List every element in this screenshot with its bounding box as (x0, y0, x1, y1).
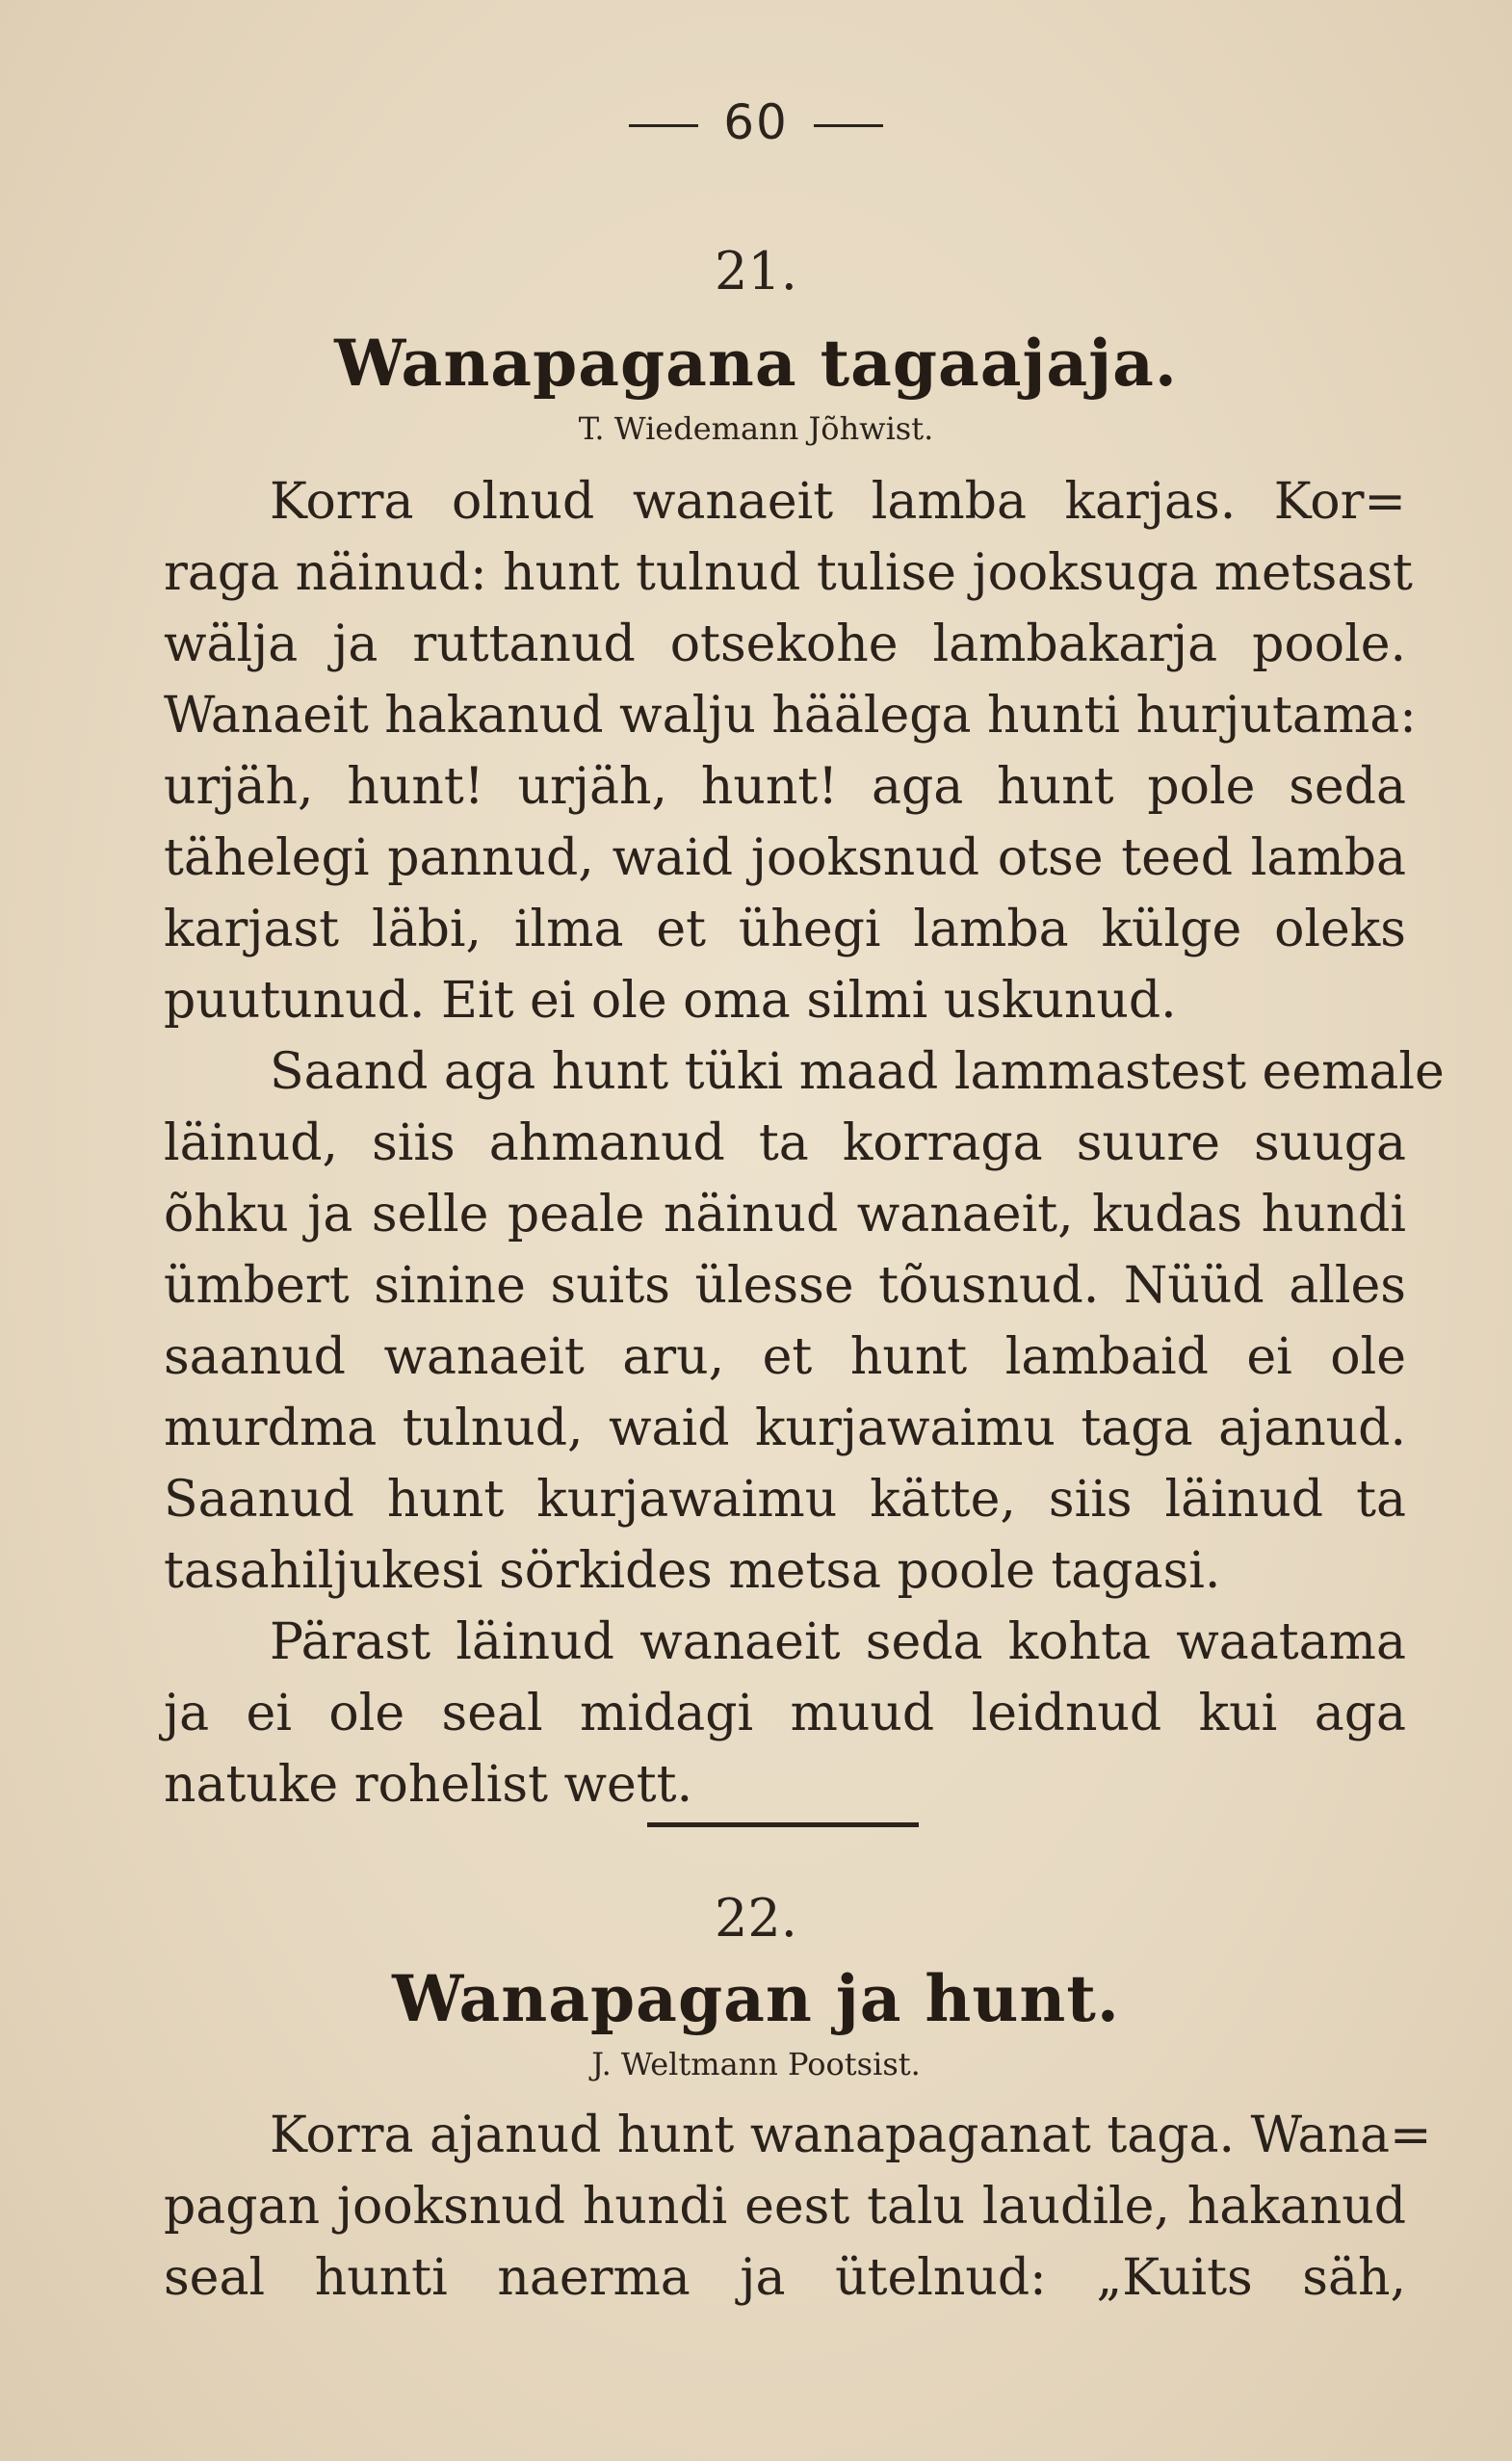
story-text (164, 2100, 1432, 2314)
text-line: karjast läbi, ilma et ühegi lamba külge oleks (164, 901, 1406, 958)
text-line: Saanud hunt kurjawaimu kätte, siis läinud ta (164, 1471, 1406, 1529)
text-line: pagan jooksnud hundi eest talu laudile, hakanud (164, 2178, 1406, 2236)
section-number: 21. (715, 241, 797, 301)
text-line: raga näinud: hunt tulnud tulise jooksuga metsast (164, 544, 1413, 602)
text-line: murdma tulnud, waid kurjawaimu taga ajanud. (164, 1400, 1406, 1457)
text-line: Wanaeit hakanud walju häälega hunti hurjutama: (164, 687, 1417, 745)
page-number: 60 (723, 94, 789, 150)
text-line: õhku ja selle peale näinud wanaeit, kudas hundi (164, 1186, 1406, 1244)
text-line: ümbert sinine suits ülesse tõusnud. Nüüd alles (164, 1257, 1406, 1315)
text-line: tähelegi pannud, waid jooksnud otse teed lamba (164, 829, 1406, 887)
folio-dash-left (629, 124, 698, 127)
text-line: Pärast läinud wanaeit seda kohta waatama (270, 1613, 1406, 1671)
text-line: Korra ajanud hunt wanapaganat taga. Wana= (270, 2107, 1432, 2164)
text-line: urjäh, hunt! urjäh, hunt! aga hunt pole seda (164, 758, 1406, 816)
text-line: puutunud. Eit ei ole oma silmi uskunud. (164, 972, 1177, 1030)
section-byline: T. Wiedemann Jõhwist. (578, 410, 934, 447)
page-folio (0, 94, 1512, 150)
section-number: 22. (715, 1888, 797, 1949)
text-line: Saand aga hunt tüki maad lammastest eemale (270, 1043, 1445, 1101)
text-line: saanud wanaeit aru, et hunt lambaid ei ole (164, 1328, 1406, 1386)
text-line: seal hunti naerma ja ütelnud: „Kuits säh, (164, 2249, 1406, 2307)
text-line: natuke rohelist wett. (164, 1756, 693, 1814)
section-title: Wanapagan ja hunt. (392, 1961, 1120, 2036)
section-divider (647, 1822, 919, 1827)
text-line: wälja ja ruttanud otsekohe lambakarja poole. (164, 615, 1406, 673)
story-text (164, 466, 1445, 1820)
text-line: tasahiljukesi sörkides metsa poole tagasi. (164, 1542, 1221, 1600)
section-byline: J. Weltmann Pootsist. (591, 2046, 921, 2082)
text-line: läinud, siis ahmanud ta korraga suure suuga (164, 1114, 1406, 1172)
section-title: Wanapagana tagaajaja. (334, 326, 1178, 401)
text-line: ja ei ole seal midagi muud leidnud kui aga (164, 1685, 1406, 1742)
text-line: Korra olnud wanaeit lamba karjas. Kor= (270, 473, 1406, 531)
folio-dash-right (814, 124, 883, 127)
